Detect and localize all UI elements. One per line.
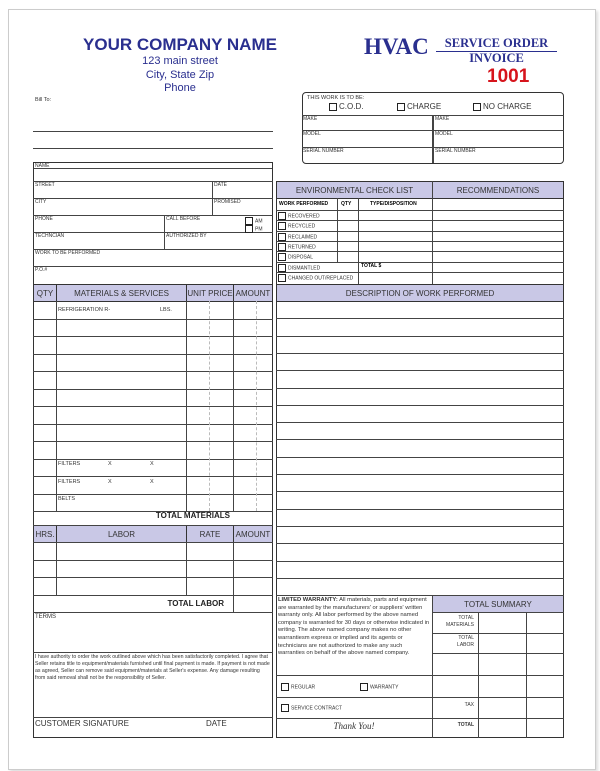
table-row-line [33,511,273,512]
grid-line [276,675,432,676]
env-total-label: TOTAL $ [361,263,382,269]
serial-field-2[interactable]: SERIAL NUMBER [435,148,476,154]
grid-line [276,210,564,211]
table-row-line [276,251,564,252]
checkbox-icon [397,103,405,111]
qty-header: QTY [33,284,57,302]
grid-line [432,612,564,613]
env-checklist-header: ENVIRONMENTAL CHECK LIST [276,181,433,199]
total-labor-summary-label: TOTAL LABOR [457,635,474,648]
checkbox-icon [278,222,286,230]
env-item-label: RECLAIMED [288,233,318,240]
divider [212,181,213,215]
grid-line [186,542,187,595]
grid-line [33,612,273,613]
description-row-line [276,370,564,371]
divider [33,232,273,233]
table-row-line [276,231,564,232]
description-row-line [276,509,564,510]
checkbox-icon [245,217,253,225]
total-labor-label: TOTAL LABOR [167,599,224,608]
grid-line [33,652,273,653]
description-row-line [276,353,564,354]
env-item-label: DISMANTLED [288,264,321,271]
qty-col: QTY [341,201,352,207]
table-row-line [33,441,273,442]
grid-line [358,198,359,284]
phone-field[interactable]: PHONE [35,216,53,222]
pm-checkbox[interactable] [245,225,263,233]
table-row-line [33,336,273,337]
divider [33,215,273,216]
grid-line [432,595,433,738]
x-label: X [150,461,154,467]
total-summary-header: TOTAL SUMMARY [432,595,564,613]
authorized-by-field[interactable]: AUTHORIZED BY [166,233,207,239]
hvac-title: HVAC [364,34,429,59]
grid-line [186,301,187,511]
description-row-line [276,318,564,319]
warranty-heading: LIMITED WARRANTY: [278,597,338,603]
env-item-checkbox[interactable] [278,243,316,251]
signature-date-field[interactable]: DATE [206,719,227,728]
divider [33,181,273,182]
description-row-line [276,578,564,579]
serial-field-1[interactable]: SERIAL NUMBER [303,148,344,154]
env-item-checkbox[interactable] [278,253,313,261]
materials-header: MATERIALS & SERVICES [56,284,187,302]
bill-to-line[interactable] [33,148,273,149]
grid-line [233,301,234,511]
env-item-checkbox[interactable] [278,233,317,241]
env-item-checkbox[interactable] [278,222,315,230]
charge-label: CHARGE [407,102,442,111]
company-address [60,55,300,96]
table-row-line [276,241,564,242]
grid-line [33,542,273,543]
work-to-be-performed-field[interactable]: WORK TO BE PERFORMED [35,250,101,256]
hrs-header: HRS. [33,525,57,543]
invoice-number: 1001 [487,66,530,87]
cod-label: C.O.D. [339,102,364,111]
divider [432,115,434,163]
description-row-line [276,526,564,527]
customer-signature-field[interactable]: CUSTOMER SIGNATURE [35,719,129,728]
env-item-label: RECYCLED [288,223,316,230]
call-before-field[interactable]: CALL BEFORE [166,216,201,222]
description-row-line [276,543,564,544]
grid-line [432,633,564,634]
checkbox-icon [278,233,286,241]
make-field-1[interactable]: MAKE [303,116,318,122]
description-row-line [276,561,564,562]
description-row-line [276,491,564,492]
am-checkbox[interactable] [245,217,263,225]
work-performed-col: WORK PERFORMED [279,201,329,207]
table-row-line [33,476,273,477]
checkbox-icon [245,225,253,233]
description-row-line [276,422,564,423]
checkbox-icon [278,264,286,272]
grid-line [233,542,234,595]
env-item-label: RETURNED [288,244,316,251]
company-name: YOUR COMPANY NAME [83,35,277,54]
env-item-label: RECOVERED [288,213,320,220]
lbs-label: LBS. [160,307,172,313]
total-label: TOTAL [457,722,474,728]
grid-line [432,718,564,719]
rate-header: RATE [186,525,234,543]
description-row-line [276,457,564,458]
authority-text: I have authority to order the work outlined above which has been satisfactorily completed. I agree that Seller retains title to equipment/materials furnished until final payment is made. If payment is not made as agreed, Seller can remove said equipment/materials at Seller's expense. Any damage resulting from said removal shall not be the responsibility of Seller. [35,654,270,681]
labor-amount-header: AMOUNT [233,525,273,543]
make-field-2[interactable]: MAKE [435,116,450,122]
table-row-line [33,424,273,425]
checkbox-icon [329,103,337,111]
thank-you-text: Thank You! [333,721,375,731]
grid-line [276,718,432,719]
grid-line [56,301,57,511]
table-row-line [33,406,273,407]
tax-label: TAX [464,702,474,708]
table-row-line [33,354,273,355]
x-label: X [108,461,112,467]
cod-checkbox[interactable] [329,102,363,111]
amount-header: AMOUNT [233,284,273,302]
company-phone: Phone [164,82,196,94]
description-row-line [276,439,564,440]
promised-field[interactable]: PROMISED [214,199,241,205]
filters-label: FILTERS [58,461,81,467]
date-field[interactable]: DATE [214,182,227,188]
dashed-line [209,301,210,511]
filters-label: FILTERS [58,479,81,485]
grid-line [33,525,273,526]
description-row-line [276,405,564,406]
grid-line [432,653,564,654]
name-field[interactable]: NAME [35,163,50,169]
table-row-line [33,319,273,320]
regular-label: REGULAR [291,684,316,691]
city-field[interactable]: CITY [35,199,47,205]
checkbox-icon [278,243,286,251]
bill-to-line[interactable] [33,131,273,132]
terms-field[interactable]: TERMS [35,614,56,620]
grid-line [478,612,479,738]
checkbox-icon [473,103,481,111]
grid-line [337,198,338,262]
invoice-title: INVOICE [469,51,524,65]
no-charge-label: NO CHARGE [483,102,532,111]
table-row-line [33,371,273,372]
work-type-label: THIS WORK IS TO BE: [307,95,365,101]
grid-line [526,612,527,738]
checkbox-icon [278,212,286,220]
recommendations-header: RECOMMENDATIONS [432,181,564,199]
unit-price-header: UNIT PRICE [186,284,234,302]
grid-line [432,675,564,676]
grid-line [233,595,234,612]
x-label: X [150,479,154,485]
description-header: DESCRIPTION OF WORK PERFORMED [276,284,564,302]
checkbox-icon [278,253,286,261]
description-row-line [276,388,564,389]
grid-line [56,542,57,595]
bill-to-label: Bill To: [35,97,52,103]
grid-line [33,717,273,718]
labor-header: LABOR [56,525,187,543]
technician-field[interactable]: TECHNCIAN [35,233,65,239]
grid-line [276,595,564,596]
am-label: AM [255,218,263,225]
env-item-label: DISPOSAL [288,254,314,261]
model-field-1[interactable]: MODEL [303,131,321,137]
divider [33,266,273,267]
table-row-line [33,577,273,578]
warranty-label: WARRANTY [370,684,399,691]
company-street: 123 main street [142,55,218,67]
total-materials-label: TOTAL MATERIALS [155,511,230,520]
street-field[interactable]: STREET [35,182,55,188]
table-row-line [33,459,273,460]
table-row-line [33,560,273,561]
no-charge-checkbox[interactable] [473,102,531,111]
model-field-2[interactable]: MODEL [435,131,453,137]
description-row-line [276,336,564,337]
service-contract-label: SERVICE CONTRACT [291,705,343,712]
grid-line [432,181,433,284]
description-row-line [276,474,564,475]
refrigeration-label: REFRIGERATION R- [58,307,111,313]
service-order-title: SERVICE ORDER [436,36,557,52]
belts-label: BELTS [58,496,76,502]
env-item-checkbox[interactable] [278,274,353,282]
table-row-line [33,389,273,390]
warranty-body: All materials, parts and equipment are warranted by the manufacturers' or suppliers' written warranty only. All labor performed by the above named company is warranted for 30 days or otherwise indicated in writing. The above named company makes no other warrantiesm express or implied and its agents or technicians are not authorized to make any such warranties on behalf of the above named company. [278,597,430,657]
env-item-checkbox[interactable] [278,264,320,272]
checkbox-icon [278,274,286,282]
table-row-line [33,595,273,596]
type-col: TYPE/DISPOSITION [370,201,417,207]
dashed-line [256,301,257,511]
env-item-checkbox[interactable] [278,212,320,220]
table-row-line [276,220,564,221]
total-materials-summary-label: TOTAL MATERIALS [446,615,474,628]
pm-label: PM [255,226,263,233]
grid-line [276,697,432,698]
charge-checkbox[interactable] [397,102,441,111]
po-field[interactable]: P.O.# [35,267,48,273]
grid-line [432,697,564,698]
x-label: X [108,479,112,485]
divider [164,215,165,249]
env-item-label: CHANGED OUT/REPLACED [288,275,354,282]
table-row-line [33,494,273,495]
company-city: City, State Zip [145,68,215,81]
